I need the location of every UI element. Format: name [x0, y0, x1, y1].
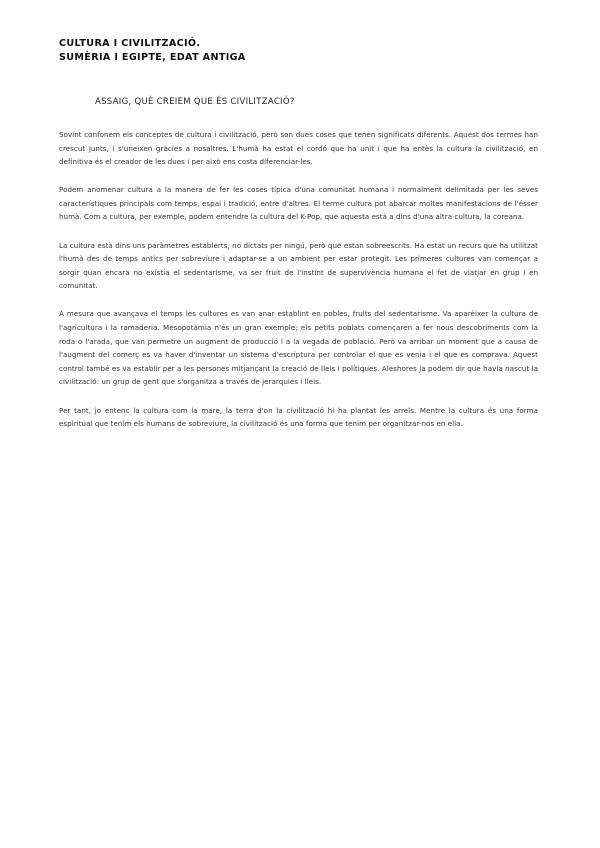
paragraph-1: Sovint confonem els conceptes de cultura i civilització, però son dues coses que tenen significats diferents. Aquest dos termes han crescut junts, i s'uneixen gràcies a nosaltres. L'humà ha estat el cordó que ha unit i que ha entès la cultura la civilització, en definitiva és el creador de les dues i per això ens costa diferenciar-les. — [59, 130, 538, 167]
header-title-line-2: SUMÈRIA I EGIPTE, EDAT ANTIGA — [59, 51, 246, 63]
document-header — [59, 37, 539, 64]
essay-title: ASSAIG, QUÈ CREIEM QUE ÉS CIVILITZACIÓ? — [95, 97, 295, 107]
header-title-line-1: CULTURA I CIVILITZACIÓ. — [59, 38, 201, 49]
essay-body — [59, 128, 538, 445]
paragraph-3: La cultura està dins uns paràmetres establerts, no dictats per ningú, però que estan sobreescrits. Ha estat un recurs que ha utilitzat l'humà des de temps antics per sobreviure i adaptar-se a un ambient per estar protegit. Les primeres cultures van començar a sorgir quan encara no existia el sedentarisme, va ser fruit de l'instint de supervivència humana el fet de viatjar en grup i en comunitat. — [59, 240, 538, 291]
paragraph-5: Per tant, jo entenc la cultura com la mare, la terra d'on la civilització hi ha plantat les arrels. Mentre la cultura és una forma espiritual que tenim els humans de sobreviure, la civilització és una forma que tenim per organitzar-nos en ella. — [59, 405, 538, 429]
paragraph-2: Podem anomenar cultura a la manera de fer les coses típica d'una comunitat humana i normalment delimitada per les seves característiques principals com temps, espai i tradició, entre d'altres. El terme cultura pot abarcar moltes manifestacions de l'ésser humà. Com a cultura, per exemple, podem entendre la cultura del K-Pop, que aquesta està a dins d'una altra cultura, la coreana. — [59, 185, 538, 222]
paragraph-4: A mesura que avançava el temps les cultures es van anar establint en pobles, fruits del sedentarisme. Va aparèixer la cultura de l'agricultura i la ramaderia. Mesopotàmia n'és un gran exemple; els petits poblats començaren a fer nous descobriments com la roda o l'arada, que van permetre un augment de producció i a la vegada de població. Però va arribar un moment que a causa de l'augment del comerç es va haver d'inventar un sistema d'escriptura per controlar el que es venia i el que es comprava. Aquest control també es va establir per a les persones mitjançant la creació de lleis i polítiques. Aleshores ja podem dir que havia nascut la civilització: un grup de gent que s'organitza a través de jerarquies i lleis. — [59, 309, 538, 387]
